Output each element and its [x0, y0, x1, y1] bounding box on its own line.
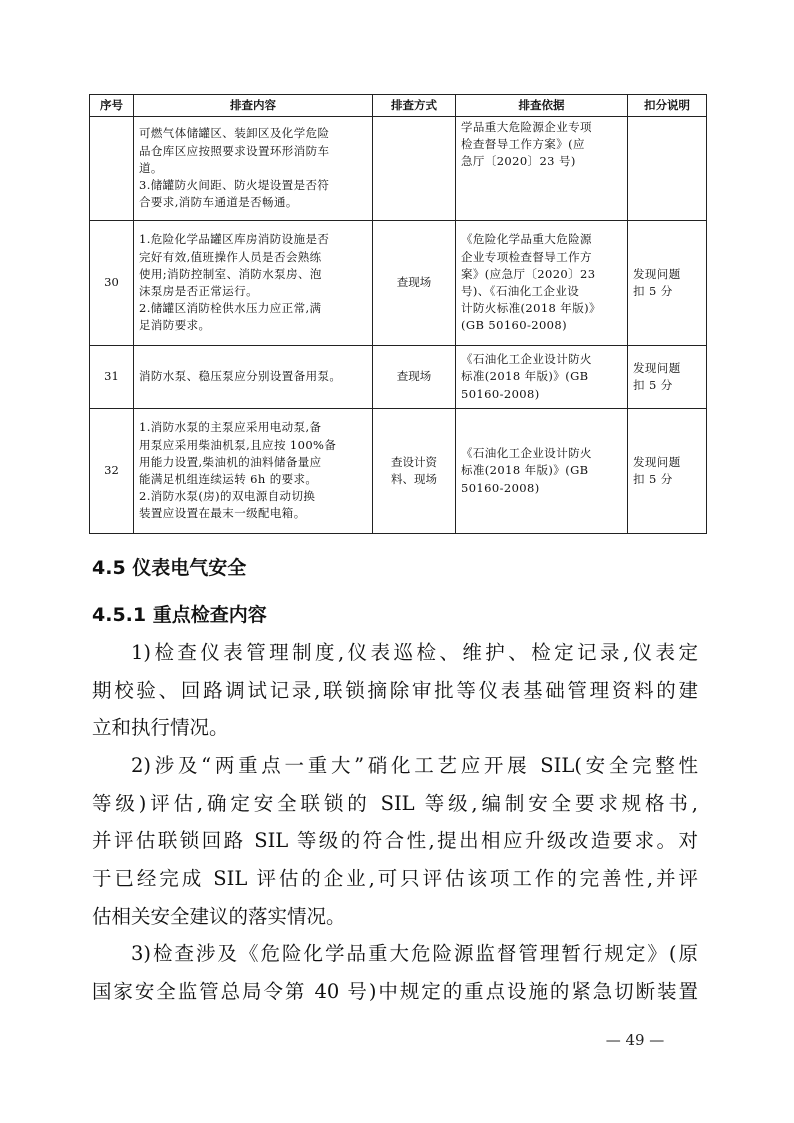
table-header-row — [90, 95, 707, 117]
cell-line: 《石油化工企业设计防火 — [461, 446, 592, 461]
cell-no: 32 — [90, 409, 134, 534]
table-row — [90, 221, 707, 346]
cell-no — [90, 117, 134, 221]
cell-line: 检查督导工作方案》(应 — [461, 137, 585, 152]
cell-method — [373, 409, 456, 534]
paragraph-line: 期校验、回路调试记录,联锁摘除审批等仪表基础管理资料的建 — [92, 678, 698, 702]
header-basis: 排查依据 — [456, 95, 628, 117]
table-row — [90, 117, 707, 221]
cell-line: 学品重大危险源企业专项 — [461, 120, 592, 134]
header-deduction: 扣分说明 — [628, 95, 707, 117]
cell-no: 30 — [90, 221, 134, 346]
cell-line: 发现问题 — [633, 266, 681, 281]
cell-deduction — [628, 221, 707, 346]
table-row — [90, 346, 707, 409]
cell-line: 扣 5 分 — [633, 378, 673, 392]
paragraph-3 — [92, 935, 698, 1010]
cell-deduction — [628, 409, 707, 534]
cell-line: 用泵应采用柴油机泵,且应按 100%备 — [139, 437, 337, 452]
cell-line: 合要求,消防车通道是否畅通。 — [139, 195, 298, 210]
cell-line: 料、现场 — [391, 472, 437, 486]
cell-line: 1.消防水泵的主泵应采用电动泵,备 — [139, 420, 322, 435]
cell-line: 号)、《石油化工企业设 — [461, 284, 580, 298]
cell-line: 品仓库区应按照要求设置环形消防车 — [139, 143, 330, 158]
cell-line: 装置应设置在最末一级配电箱。 — [139, 506, 306, 521]
cell-line: 完好有效,值班操作人员是否会熟练 — [139, 249, 322, 264]
cell-line: 标准(2018 年版)》(GB — [461, 369, 589, 384]
header-method: 排查方式 — [373, 95, 456, 117]
paragraph-2 — [92, 747, 698, 936]
cell-line: 《危险化学品重大危险源 — [461, 232, 592, 247]
cell-line: 发现问题 — [633, 454, 681, 469]
paragraph-line: 估相关安全建议的落实情况。 — [92, 904, 346, 928]
cell-basis — [456, 409, 628, 534]
section-heading: 4.5 仪表电气安全 — [92, 557, 247, 579]
cell-line: 2.消防水泵(房)的双电源自动切换 — [139, 489, 316, 504]
paragraph-line: 等级)评估,确定安全联锁的 SIL 等级,编制安全要求规格书, — [92, 791, 698, 815]
cell-line: 查设计资 — [391, 454, 437, 469]
cell-line: 能满足机组连续运转 6h 的要求。 — [139, 472, 318, 486]
paragraph-line: 1)检查仪表管理制度,仪表巡检、维护、检定记录,仪表定 — [131, 641, 698, 664]
cell-line: 消防水泵、稳压泵应分别设置备用泵。 — [139, 369, 342, 384]
cell-deduction — [628, 117, 707, 221]
cell-content — [134, 409, 373, 534]
cell-basis — [456, 346, 628, 409]
cell-line: 使用;消防控制室、消防水泵房、泡 — [139, 266, 322, 281]
cell-deduction — [628, 346, 707, 409]
cell-line: 扣 5 分 — [633, 472, 673, 486]
cell-line: 足消防要求。 — [139, 318, 211, 333]
paragraph-line: 并评估联锁回路 SIL 等级的符合性,提出相应升级改造要求。对 — [92, 829, 698, 853]
cell-line: 3.储罐防火间距、防火堤设置是否符 — [139, 178, 330, 193]
cell-line: (GB 50160-2008) — [461, 318, 568, 333]
paragraph-line: 于已经完成 SIL 评估的企业,可只评估该项工作的完善性,并评 — [92, 867, 698, 891]
table-row — [90, 409, 707, 534]
cell-content — [134, 221, 373, 346]
cell-line: 发现问题 — [633, 360, 681, 375]
paragraph-line: 2)涉及“两重点一重大”硝化工艺应开展 SIL(安全完整性 — [131, 754, 698, 777]
cell-line: 案》(应急厅〔2020〕23 — [461, 266, 596, 281]
cell-method: 查现场 — [373, 346, 456, 409]
cell-basis — [456, 117, 628, 221]
cell-line: 标准(2018 年版)》(GB — [461, 463, 589, 478]
cell-line: 50160-2008) — [461, 480, 540, 495]
header-content: 排查内容 — [134, 95, 373, 117]
paragraph-line: 3)检查涉及《危险化学品重大危险源监督管理暂行规定》(原 — [131, 942, 698, 965]
cell-method — [373, 117, 456, 221]
cell-line: 扣 5 分 — [633, 284, 673, 298]
cell-line: 2.储罐区消防栓供水压力应正常,满 — [139, 301, 322, 316]
cell-line: 计防火标准(2018 年版)》 — [461, 301, 601, 316]
cell-content — [134, 117, 373, 221]
cell-no: 31 — [90, 346, 134, 409]
cell-line: 可燃气体储罐区、装卸区及化学危险 — [139, 126, 330, 141]
header-no: 序号 — [90, 95, 134, 117]
paragraph-1 — [92, 634, 698, 747]
cell-line: 《石油化工企业设计防火 — [461, 352, 592, 367]
inspection-table — [89, 94, 707, 534]
cell-line: 50160-2008) — [461, 386, 540, 401]
cell-method: 查现场 — [373, 221, 456, 346]
paragraph-line: 国家安全监管总局令第 40 号)中规定的重点设施的紧急切断装置 — [92, 979, 698, 1003]
cell-line: 道。 — [139, 160, 163, 175]
page-number: — 49 — — [605, 1031, 665, 1049]
subsection-heading: 4.5.1 重点检查内容 — [92, 604, 267, 626]
cell-line: 沫泵房是否正常运行。 — [139, 284, 258, 298]
cell-basis — [456, 221, 628, 346]
paragraph-line: 立和执行情况。 — [92, 716, 229, 740]
cell-line: 1.危险化学品罐区库房消防设施是否 — [139, 232, 330, 247]
cell-content — [134, 346, 373, 409]
cell-line: 急厅〔2020〕23 号) — [461, 154, 576, 169]
cell-line: 用能力设置,柴油机的油料储备量应 — [139, 454, 322, 469]
cell-line: 企业专项检查督导工作方 — [461, 249, 592, 264]
